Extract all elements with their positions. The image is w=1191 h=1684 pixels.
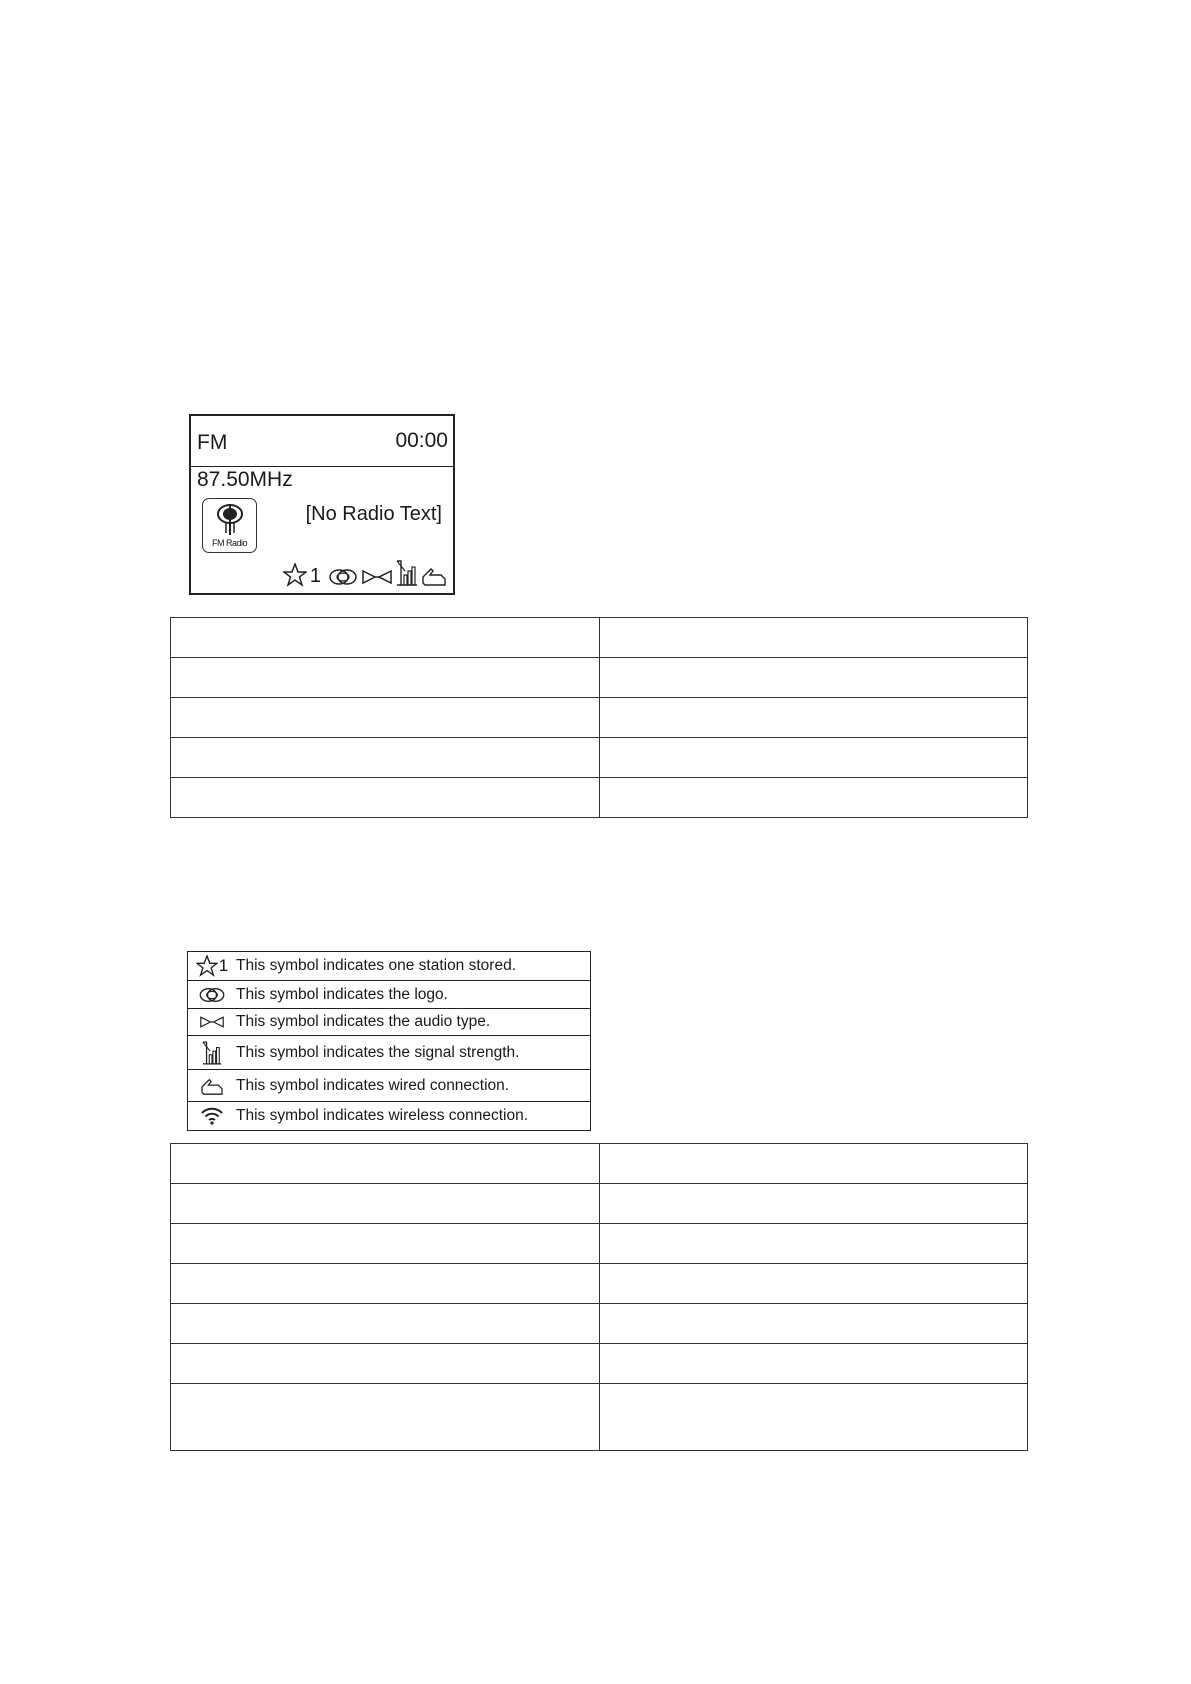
frequency-readout: 87.50MHz xyxy=(197,468,293,491)
wireless-icon xyxy=(200,1107,224,1125)
legend-row xyxy=(188,1102,590,1130)
audio-type-icon xyxy=(361,567,393,587)
table-row xyxy=(171,1304,1028,1344)
table-row xyxy=(171,1144,1028,1184)
table-row xyxy=(171,698,1028,738)
legend-row xyxy=(188,1009,590,1036)
legend-row xyxy=(188,981,590,1009)
legend-text: This symbol indicates the signal strength. xyxy=(236,1043,520,1061)
table-row xyxy=(171,1184,1028,1224)
table-cell xyxy=(171,698,600,738)
wired-connection-icon xyxy=(200,1076,224,1096)
table-row xyxy=(171,778,1028,818)
fm-display-screen xyxy=(189,414,455,595)
table-cell xyxy=(171,1184,600,1224)
logo-label: FM Radio xyxy=(211,538,247,548)
table-row xyxy=(171,658,1028,698)
table-cell xyxy=(599,1184,1028,1224)
table-row xyxy=(171,1224,1028,1264)
table-cell xyxy=(599,1384,1028,1451)
table-cell xyxy=(171,1344,600,1384)
table-cell xyxy=(599,1344,1028,1384)
legend-text: This symbol indicates wireless connection. xyxy=(236,1107,529,1124)
status-bar xyxy=(283,559,447,587)
table-cell xyxy=(599,1224,1028,1264)
table-cell xyxy=(171,658,600,698)
table-cell xyxy=(599,618,1028,658)
band-label: FM xyxy=(197,431,228,454)
table-cell xyxy=(171,1264,600,1304)
station-logo xyxy=(202,498,257,553)
legend-text: This symbol indicates the audio type. xyxy=(236,1013,491,1030)
legend-text: This symbol indicates the logo. xyxy=(236,985,448,1003)
table-cell xyxy=(599,658,1028,698)
legend-row xyxy=(188,1070,590,1102)
signal-strength-icon xyxy=(396,559,418,587)
table-cell xyxy=(599,778,1028,818)
table-cell xyxy=(599,1264,1028,1304)
table-cell xyxy=(171,618,600,658)
table-cell xyxy=(171,778,600,818)
table-cell xyxy=(599,1304,1028,1344)
legend-row xyxy=(188,952,590,981)
legend-icon-cell xyxy=(188,952,236,980)
table-cell xyxy=(599,738,1028,778)
clock-time: 00:00 xyxy=(395,429,448,452)
legend-number: 1 xyxy=(218,956,229,975)
logo-icon xyxy=(328,567,358,587)
logo-icon xyxy=(198,986,226,1004)
legend-icon-cell xyxy=(188,1036,236,1069)
table-cell xyxy=(599,698,1028,738)
signal-strength-icon xyxy=(202,1040,222,1066)
table-row xyxy=(171,1264,1028,1304)
legend-row xyxy=(188,1036,590,1070)
legend-icon-cell xyxy=(188,1009,236,1035)
table-cell xyxy=(171,738,600,778)
legend-icon-cell xyxy=(188,981,236,1008)
table-row xyxy=(171,738,1028,778)
star-icon xyxy=(196,955,218,977)
table-row xyxy=(171,1384,1028,1451)
legend-icon-cell xyxy=(188,1102,236,1130)
table-row xyxy=(171,1344,1028,1384)
display-header xyxy=(191,416,453,467)
radio-text: [No Radio Text] xyxy=(305,503,442,525)
legend-icon-cell xyxy=(188,1070,236,1101)
star-icon xyxy=(283,563,307,587)
table-cell xyxy=(171,1144,600,1184)
symbol-legend xyxy=(187,951,591,1131)
table-cell xyxy=(599,1144,1028,1184)
radio-tower-icon xyxy=(215,503,245,537)
wired-connection-icon xyxy=(421,565,447,587)
table-cell xyxy=(171,1304,600,1344)
info-table-2 xyxy=(170,1143,1028,1451)
legend-text: This symbol indicates wired connection. xyxy=(236,1076,510,1094)
table-cell xyxy=(171,1224,600,1264)
info-table-1 xyxy=(170,617,1028,818)
preset-number: 1 xyxy=(309,565,321,587)
table-cell xyxy=(171,1384,600,1451)
audio-type-icon xyxy=(197,1014,227,1030)
legend-text: This symbol indicates one station stored. xyxy=(236,957,516,974)
table-row xyxy=(171,618,1028,658)
